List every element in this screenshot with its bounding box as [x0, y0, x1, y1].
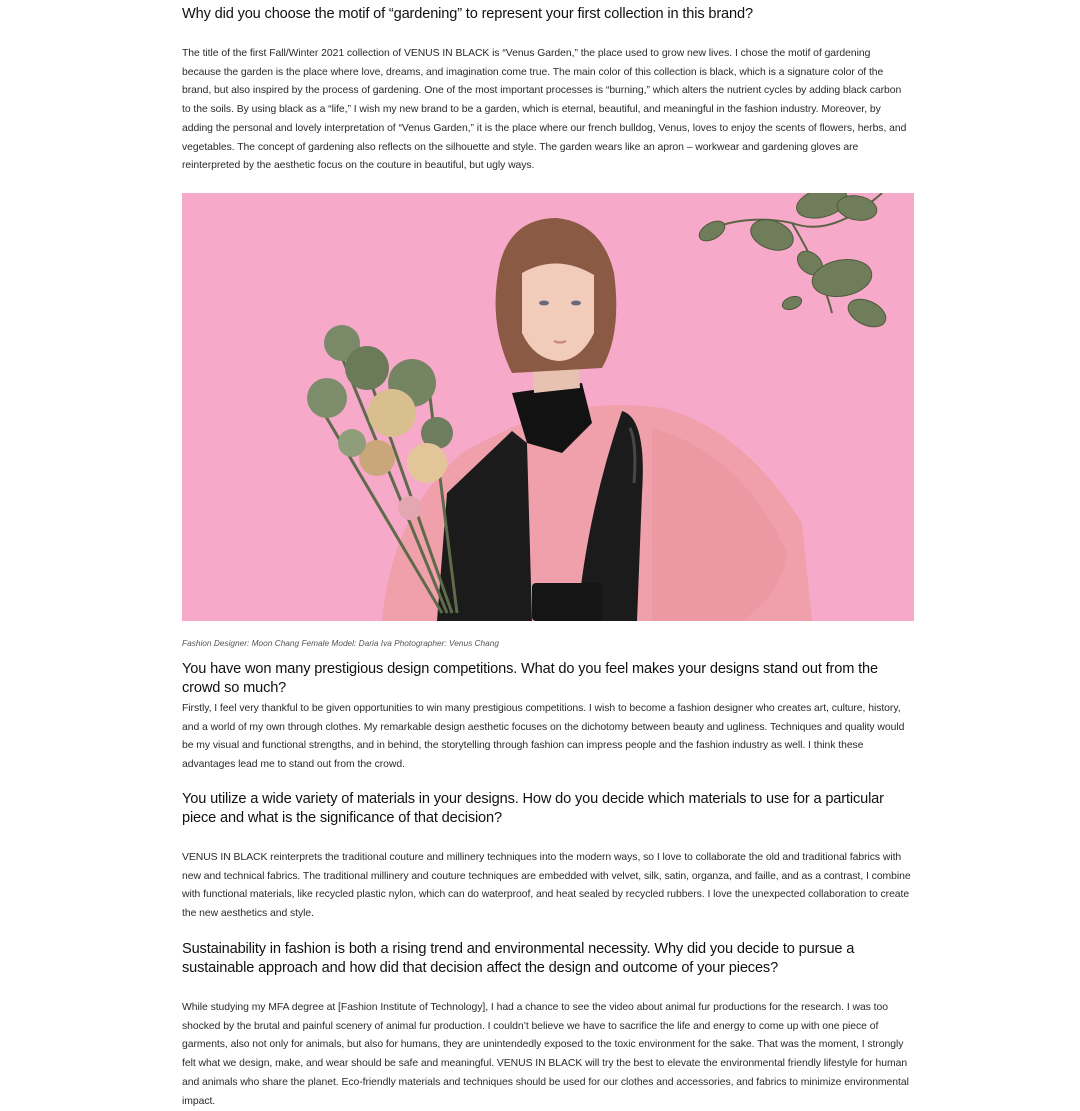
- answer-paragraph: The title of the first Fall/Winter 2021 collection of VENUS IN BLACK is “Venus Garden,” the place used to grow new lives. I chose the motif of gardening because the garden is the place where love, dreams, and imagination come true. The main color of this collection is black, which is a signature color of the brand, but also inspired by the process of gardening. One of the most important processes is “burning,” which alters the nutrient cycles by adding black carbon to the soils. By using black as a “life,” I wish my new brand to be a garden, which is eternal, beautiful, and meaningful in the fashion industry. Moreover, by adding the personal and lovely interpretation of “Venus Garden,” it is the place where our french bulldog, Venus, loves to enjoy the scents of flowers, herbs, and vegetables. The concept of gardening also reflects on the silhouette and style. The garden wears like an apron – workwear and gardening gloves are reinterpreted by the aesthetic focus on the couture in beautiful, but ugly ways.: [182, 48, 907, 172]
- question-heading: You utilize a wide variety of materials in your designs. How do you decide which materials to use for a particular piece and what is the significance of that decision?: [182, 791, 884, 826]
- fashion-photo: [182, 193, 914, 621]
- photo-caption: Fashion Designer: Moon Chang Female Model: Daria Iva Photographer: Venus Chang: [182, 638, 499, 649]
- answer-paragraph: VENUS IN BLACK reinterprets the traditional couture and millinery techniques into the modern ways, so I love to collaborate the old and traditional fabrics with new and technical fabrics. The traditional millinery and couture techniques are embedded with velvet, silk, satin, organza, and faille, and as a contrast, I combine with functional materials, like recycled plastic nylon, which can do waterproof, and heat sealed by recycled rubbers. I love the unexpected collaboration to create the new aesthetics and style.: [182, 852, 911, 920]
- question-heading: Sustainability in fashion is both a rising trend and environmental necessity. Why did you decide to pursue a sustainable approach and how did that decision affect the design and outcome of your pieces?: [182, 941, 855, 976]
- answer-paragraph: While studying my MFA degree at [Fashion Institute of Technology], I had a chance to see the video about animal fur productions for the research. I was too shocked by the brutal and painful scenery of animal fur production. I couldn’t believe we have to sacrifice the life and energy to come up with one piece of garments, also not only for animals, but also for humans, they are unintendedly exposed to the toxic environment for the sake. That was the moment, I strongly felt what we design, make, and wear should be safe and meaningful. VENUS IN BLACK will try the best to elevate the environmental friendly lifestyle for human and animals who share the planet. Eco-friendly materials and techniques should be used for our clothes and accessories, and fabrics to minimize environmental impact.: [182, 1002, 909, 1107]
- question-heading: You have won many prestigious design competitions. What do you feel makes your designs stand out from the crowd so much?: [182, 661, 878, 696]
- answer-paragraph: Firstly, I feel very thankful to be given opportunities to win many prestigious competitions. I wish to become a fashion designer who creates art, culture, history, and a world of my own through clothes. My remarkable design aesthetic focuses on the dichotomy between beauty and ugliness. Techniques and quality would be my visual and functional strengths, and in behind, the storytelling through fashion can impress people and the fashion industry as well. I think these advantages lead me to stand out from the crowd.: [182, 703, 905, 771]
- question-heading: Why did you choose the motif of “gardening” to represent your first collection in this brand?: [182, 6, 753, 22]
